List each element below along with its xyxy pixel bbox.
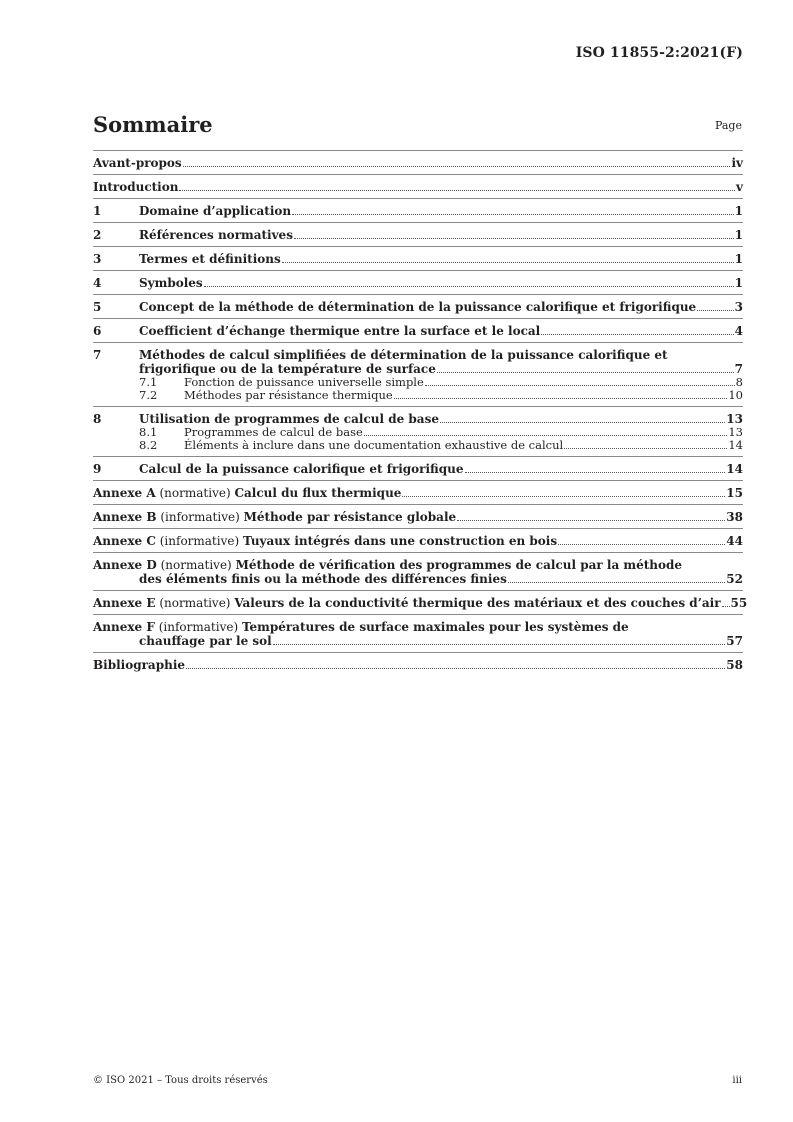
section-title: Calcul de la puissance calorifique et frigorifique [139, 462, 464, 476]
section-page: 1 [734, 276, 743, 290]
toc-entry-avant-propos[interactable] [93, 150, 743, 174]
toc-annex-d[interactable] [93, 552, 743, 590]
annex-page: 57 [726, 634, 743, 648]
annex-type: (normative) [159, 486, 231, 500]
toc-section-3[interactable] [93, 246, 743, 270]
toc-annex-f[interactable] [93, 614, 743, 652]
section-page: 7 [734, 362, 743, 376]
toc-section-5[interactable] [93, 294, 743, 318]
section-title: Domaine d’application [139, 204, 292, 218]
section-number: 4 [93, 276, 102, 290]
section-number: 8 [93, 412, 102, 426]
section-page: 3 [734, 300, 743, 314]
subsection-number: 8.1 [139, 425, 158, 439]
subsection-page: 14 [728, 438, 743, 452]
toc-annex-e[interactable] [93, 590, 748, 614]
subsection-title: Programmes de calcul de base [184, 425, 363, 439]
section-title: Coefficient d’échange thermique entre la surface et le local [139, 324, 541, 338]
section-page: 13 [726, 412, 743, 426]
section-number: 6 [93, 324, 102, 338]
toc-entry-page: iv [731, 156, 743, 170]
section-number: 9 [93, 462, 102, 476]
footer-page-number: iii [732, 1075, 742, 1086]
toc-section-2[interactable] [93, 222, 743, 246]
annex-title-continued: chauffage par le sol [139, 634, 272, 648]
toc-subsection-8-2[interactable] [93, 439, 743, 452]
annex-page: 55 [730, 596, 748, 610]
annex-title: Tuyaux intégrés dans une construction en bois [242, 534, 558, 548]
toc-entry-label: Introduction [93, 180, 179, 194]
subsection-number: 7.1 [139, 375, 158, 389]
toc-entry-introduction[interactable] [93, 174, 743, 198]
subsection-title: Méthodes par résistance thermique [184, 388, 393, 402]
page-title: Sommaire [93, 112, 213, 137]
section-number: 7 [93, 348, 102, 362]
annex-title-continued: des éléments finis ou la méthode des différences finies [139, 572, 507, 586]
annex-page: 15 [726, 486, 743, 500]
toc-entry-page: 58 [726, 658, 743, 672]
annex-label: Annexe A [93, 486, 156, 500]
annex-title: Températures de surface maximales pour les systèmes de [241, 620, 629, 634]
annex-title: Méthode par résistance globale [243, 510, 457, 524]
subsection-title: Éléments à inclure dans une documentation exhaustive de calcul [184, 438, 564, 452]
toc-entry-bibliographie[interactable] [93, 652, 743, 676]
toc-section-8[interactable] [93, 406, 743, 456]
section-title: Références normatives [139, 228, 293, 242]
toc-section-4[interactable] [93, 270, 743, 294]
toc-entry-page: v [736, 180, 743, 194]
toc-subsection-7-2[interactable] [93, 389, 743, 402]
annex-label: Annexe C [93, 534, 156, 548]
footer-copyright: © ISO 2021 – Tous droits réservés [93, 1075, 268, 1086]
section-title: Symboles [139, 276, 203, 290]
annex-title: Calcul du flux thermique [234, 486, 402, 500]
section-title: Méthodes de calcul simplifiées de détermination de la puissance calorifique et [139, 348, 668, 362]
section-number: 3 [93, 252, 102, 266]
section-page: 1 [734, 252, 743, 266]
section-number: 5 [93, 300, 102, 314]
annex-type: (normative) [159, 596, 231, 610]
toc-section-6[interactable] [93, 318, 743, 342]
subsection-number: 7.2 [139, 388, 158, 402]
section-title: Utilisation de programmes de calcul de base [139, 412, 439, 426]
annex-type: (normative) [160, 558, 232, 572]
annex-label: Annexe B [93, 510, 157, 524]
annex-title: Valeurs de la conductivité thermique des matériaux et des couches d’air [234, 596, 721, 610]
section-number: 1 [93, 204, 102, 218]
table-of-contents [93, 150, 748, 676]
subsection-title: Fonction de puissance universelle simple [184, 375, 424, 389]
section-number: 2 [93, 228, 102, 242]
toc-entry-label: Bibliographie [93, 658, 186, 672]
annex-label: Annexe E [93, 596, 156, 610]
document-id: ISO 11855-2:2021(F) [575, 45, 743, 61]
annex-page: 38 [726, 510, 743, 524]
annex-label: Annexe D [93, 558, 157, 572]
toc-annex-c[interactable] [93, 528, 743, 552]
section-page: 4 [734, 324, 743, 338]
section-page: 1 [734, 204, 743, 218]
section-title: Concept de la méthode de détermination de la puissance calorifique et frigorifique [139, 300, 697, 314]
annex-page: 44 [726, 534, 743, 548]
annex-title: Méthode de vérification des programmes de calcul par la méthode [235, 558, 683, 572]
section-title: Termes et définitions [139, 252, 281, 266]
toc-annex-a[interactable] [93, 480, 743, 504]
subsection-number: 8.2 [139, 438, 158, 452]
toc-entry-label: Avant-propos [93, 156, 182, 170]
toc-annex-b[interactable] [93, 504, 743, 528]
toc-section-1[interactable] [93, 198, 743, 222]
section-page: 1 [734, 228, 743, 242]
annex-page: 52 [726, 572, 743, 586]
section-title-continued: frigorifique ou de la température de surface [139, 362, 436, 376]
toc-section-9[interactable] [93, 456, 743, 480]
toc-section-7[interactable] [93, 342, 743, 406]
annex-label: Annexe F [93, 620, 155, 634]
subsection-page: 10 [728, 388, 743, 402]
page-column-label: Page [714, 119, 742, 132]
subsection-page: 8 [735, 375, 743, 389]
subsection-page: 13 [728, 425, 743, 439]
section-page: 14 [726, 462, 743, 476]
annex-type: (informative) [160, 510, 240, 524]
annex-type: (informative) [158, 620, 239, 634]
annex-type: (informative) [159, 534, 240, 548]
